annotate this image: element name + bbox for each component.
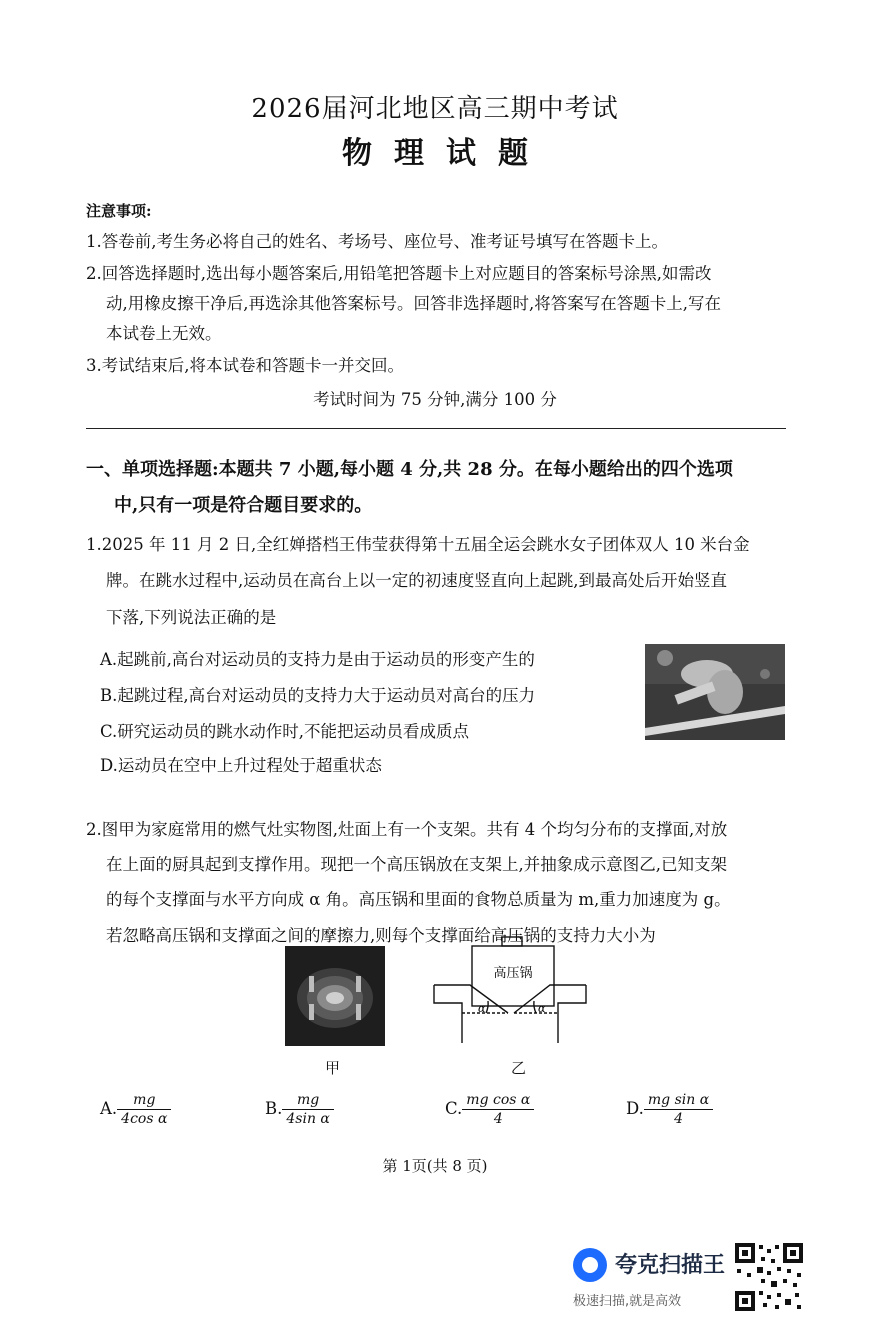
q2-option-c-denominator: 4	[493, 1111, 503, 1127]
notice-line-4: 本试卷上无效。	[106, 324, 222, 343]
exam-time-info: 考试时间为 75 分钟,满分 100 分	[313, 390, 557, 409]
section-1-heading: 一、单项选择题:本题共 7 小题,每小题 4 分,共 28 分。在每小题给出的四个选项	[86, 459, 733, 480]
q2-stem-line-2: 在上面的厨具起到支撑作用。现把一个高压锅放在支架上,并抽象成示意图乙,已知支架	[106, 855, 727, 874]
exam-title: 2026届河北地区高三期中考试	[251, 94, 619, 124]
gas-stove-art	[285, 946, 385, 1046]
section-1-heading-cont: 中,只有一项是符合题目要求的。	[114, 495, 373, 516]
q1-option-b: B.起跳过程,高台对运动员的支持力大于运动员对高台的压力	[100, 686, 536, 705]
q2-option-d	[626, 1092, 713, 1127]
q1-stem-line-2: 牌。在跳水过程中,运动员在高台上以一定的初速度竖直向上起跳,到最高处后开始竖直	[106, 571, 727, 590]
q2-option-d-denominator: 4	[674, 1111, 683, 1127]
pressure-cooker-diagram	[430, 935, 590, 1047]
qr-code-icon	[735, 1243, 803, 1311]
figure-a-caption: 甲	[325, 1059, 341, 1077]
scanner-brand-name: 夸克扫描王	[615, 1253, 726, 1278]
gas-stove-photo	[285, 946, 385, 1046]
q2-option-c-letter: C.	[445, 1099, 463, 1118]
divider-rule	[86, 428, 786, 429]
q2-option-c	[445, 1092, 534, 1127]
pot-label: 高压锅	[493, 966, 533, 981]
q2-option-c-fraction	[462, 1092, 534, 1127]
q2-option-c-numerator: mg cos α	[462, 1092, 534, 1110]
diving-photo	[645, 644, 785, 740]
scanner-slogan: 极速扫描,就是高效	[573, 1294, 682, 1309]
q2-option-b	[265, 1092, 334, 1127]
q1-option-d: D.运动员在空中上升过程处于超重状态	[100, 756, 382, 775]
q2-option-a	[100, 1092, 171, 1127]
q2-stem-line-4: 若忽略高压锅和支撑面之间的摩擦力,则每个支撑面给高压锅的支持力大小为	[106, 926, 656, 945]
q2-stem-line-1: 2.图甲为家庭常用的燃气灶实物图,灶面上有一个支架。共有 4 个均匀分布的支撑面,对放	[86, 820, 728, 839]
q2-option-b-fraction	[282, 1092, 334, 1127]
q1-stem-line-1: 1.2025 年 11 月 2 日,全红婵搭档王伟莹获得第十五届全运会跳水女子团体双人 10 米台金	[86, 535, 750, 554]
angle-label-left: α	[478, 1002, 486, 1015]
q2-option-a-numerator: mg	[117, 1092, 171, 1110]
notice-line-3: 动,用橡皮擦干净后,再选涂其他答案标号。回答非选择题时,将答案写在答题卡上,写在	[106, 294, 721, 313]
subject-title: 物理试题	[342, 136, 550, 171]
pressure-cooker-svg	[430, 935, 590, 1047]
q2-option-a-denominator: 4cos α	[121, 1111, 168, 1127]
figure-b-caption: 乙	[511, 1059, 527, 1077]
notice-line-2: 2.回答选择题时,选出每小题答案后,用铅笔把答题卡上对应题目的答案标号涂黑,如需改	[86, 264, 712, 283]
q1-option-c: C.研究运动员的跳水动作时,不能把运动员看成质点	[100, 722, 470, 741]
q2-option-b-numerator: mg	[282, 1092, 334, 1110]
q2-option-d-letter: D.	[626, 1099, 644, 1118]
diving-photo-art	[645, 644, 785, 740]
q2-option-b-denominator: 4sin α	[286, 1111, 330, 1127]
q1-option-a: A.起跳前,高台对运动员的支持力是由于运动员的形变产生的	[100, 650, 535, 669]
scanner-watermark	[573, 1244, 733, 1310]
q2-option-d-fraction	[644, 1092, 713, 1127]
q2-option-a-fraction	[117, 1092, 171, 1127]
notice-line-1: 1.答卷前,考生务必将自己的姓名、考场号、座位号、准考证号填写在答题卡上。	[86, 232, 668, 251]
q2-option-d-numerator: mg sin α	[644, 1092, 713, 1110]
notice-line-5: 3.考试结束后,将本试卷和答题卡一并交回。	[86, 356, 404, 375]
angle-label-right: α	[538, 1002, 546, 1015]
q1-stem-line-3: 下落,下列说法正确的是	[106, 608, 277, 627]
q2-stem-line-3: 的每个支撑面与水平方向成 α 角。高压锅和里面的食物总质量为 m,重力加速度为 g。	[106, 890, 731, 909]
q2-option-b-letter: B.	[265, 1099, 283, 1118]
notice-heading: 注意事项:	[86, 202, 152, 220]
q2-option-a-letter: A.	[100, 1099, 118, 1118]
scanner-logo-icon	[573, 1248, 607, 1282]
page-number: 第 1页(共 8 页)	[382, 1157, 488, 1175]
qr-code-art	[735, 1243, 803, 1311]
